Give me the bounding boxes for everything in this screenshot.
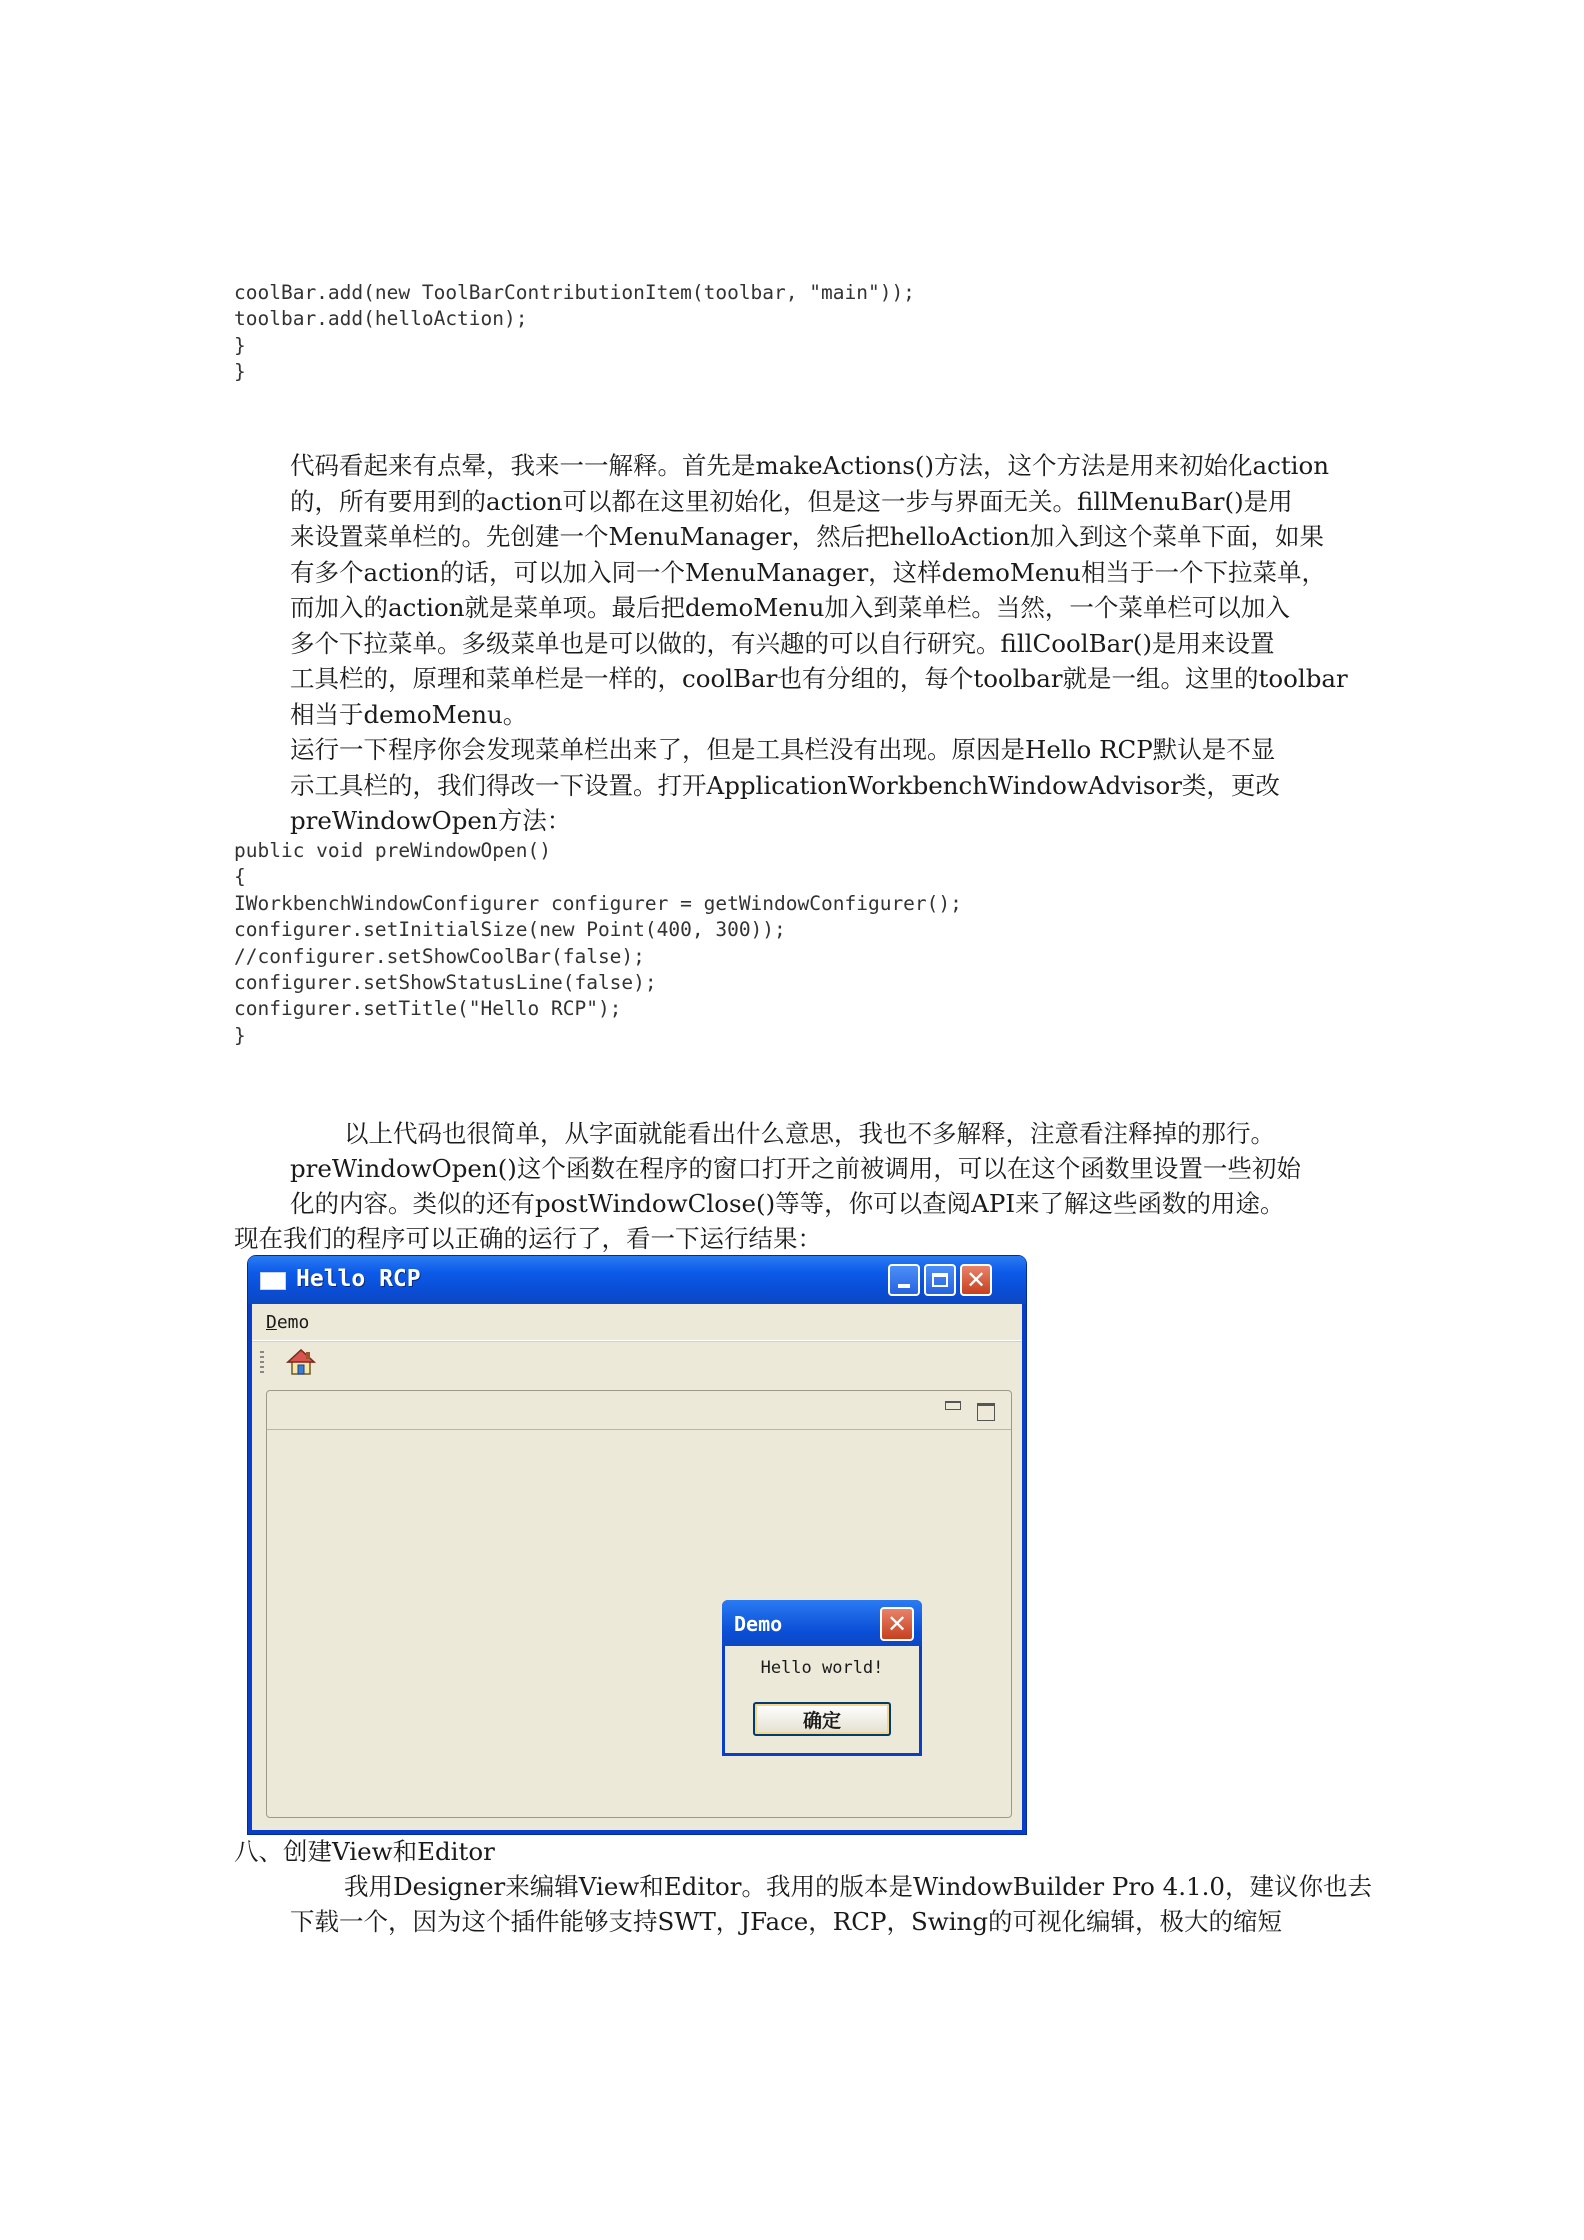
maximize-icon xyxy=(932,1273,948,1287)
para-line: 有多个action的话，可以加入同一个MenuManager，这样demoMenu相当于一个下拉菜单， xyxy=(290,557,1326,587)
demo-dialog xyxy=(722,1600,922,1756)
code-block-prewindowopen: public void preWindowOpen() { IWorkbenchWindowConfigurer configurer = getWindowConfigurer(); configurer.setInitialSize(new Point(400, 300)); //configurer.setShowCoolBar(false); configurer.setShowStatusLine(false); configurer.setTitle("Hello RCP"); } xyxy=(234,839,962,1047)
para2-line3: 化的内容。类似的还有postWindowClose()等等，你可以查阅API来了解这些函数的用途。 xyxy=(290,1189,1285,1218)
minimize-button[interactable] xyxy=(888,1264,920,1296)
para-line: preWindowOpen方法： xyxy=(290,806,572,835)
dialog-titlebar[interactable] xyxy=(722,1600,922,1646)
view-maximize-icon[interactable] xyxy=(977,1403,995,1421)
window-title: Hello RCP xyxy=(296,1266,421,1292)
para2-line2: preWindowOpen()这个函数在程序的窗口打开之前被调用，可以在这个函数里设置一些初始 xyxy=(290,1154,1301,1183)
para-line: 而加入的action就是菜单项。最后把demoMenu加入到菜单栏。当然，一个菜单栏可以加入 xyxy=(290,593,1290,622)
para2-line4: 现在我们的程序可以正确的运行了，看一下运行结果： xyxy=(234,1224,822,1253)
menu-bar xyxy=(252,1304,1022,1341)
para-line: 的，所有要用到的action可以都在这里初始化，但是这一步与界面无关。fillMenuBar()是用 xyxy=(290,486,1293,516)
para-line: 多个下拉菜单。多级菜单也是可以做的，有兴趣的可以自行研究。fillCoolBar()是用来设置 xyxy=(290,628,1275,658)
minimize-icon xyxy=(898,1284,910,1288)
dialog-message: Hello world! xyxy=(760,1658,884,1678)
toolbar-grip[interactable] xyxy=(260,1351,264,1373)
close-button[interactable] xyxy=(960,1264,992,1296)
close-icon: ✕ xyxy=(965,1266,987,1294)
window-client-area xyxy=(252,1304,1022,1830)
tool-bar xyxy=(252,1341,1022,1385)
para-line: 运行一下程序你会发现菜单栏出来了，但是工具栏没有出现。原因是Hello RCP默认是不显 xyxy=(290,735,1276,764)
hello-rcp-window xyxy=(248,1256,1026,1834)
window-titlebar[interactable] xyxy=(248,1256,1026,1304)
ok-button[interactable]: 确定 xyxy=(753,1702,891,1736)
para-line: 示工具栏的，我们得改一下设置。打开ApplicationWorkbenchWindowAdvisor类，更改 xyxy=(290,770,1280,800)
home-icon[interactable] xyxy=(286,1347,316,1377)
para-line: 相当于demoMenu。 xyxy=(290,699,528,729)
section8-line2: 下载一个，因为这个插件能够支持SWT，JFace，RCP，Swing的可视化编辑，极大的缩短 xyxy=(290,1907,1283,1936)
code-block-toolbar: coolBar.add(new ToolBarContributionItem(toolbar, "main")); toolbar.add(helloAction); } } xyxy=(234,281,915,384)
section-heading: 八、创建View和Editor xyxy=(234,1837,495,1866)
maximize-button[interactable] xyxy=(924,1264,956,1296)
explanation-paragraph xyxy=(290,448,1362,839)
dialog-body xyxy=(725,1646,919,1753)
para-line: 代码看起来有点晕，我来一一解释。首先是makeActions()方法，这个方法是用来初始化action xyxy=(290,451,1330,480)
para-line: 工具栏的，原理和菜单栏是一样的，coolBar也有分组的，每个toolbar就是一组。这里的toolbar xyxy=(290,664,1348,693)
view-minimize-icon[interactable] xyxy=(945,1401,961,1410)
app-window-icon xyxy=(260,1272,286,1290)
section8-line1: 我用Designer来编辑View和Editor。我用的版本是WindowBuilder Pro 4.1.0，建议你也去 xyxy=(344,1872,1372,1901)
view-pane-header xyxy=(267,1391,1011,1430)
para-line: 来设置菜单栏的。先创建一个MenuManager，然后把helloAction加入到这个菜单下面，如果 xyxy=(290,522,1324,551)
menu-item-demo[interactable]: Demo xyxy=(266,1312,310,1333)
dialog-title: Demo xyxy=(734,1612,783,1636)
dialog-close-icon[interactable]: ✕ xyxy=(880,1607,914,1641)
para2-line1: 以上代码也很简单，从字面就能看出什么意思，我也不多解释，注意看注释掉的那行。 xyxy=(344,1119,1275,1148)
